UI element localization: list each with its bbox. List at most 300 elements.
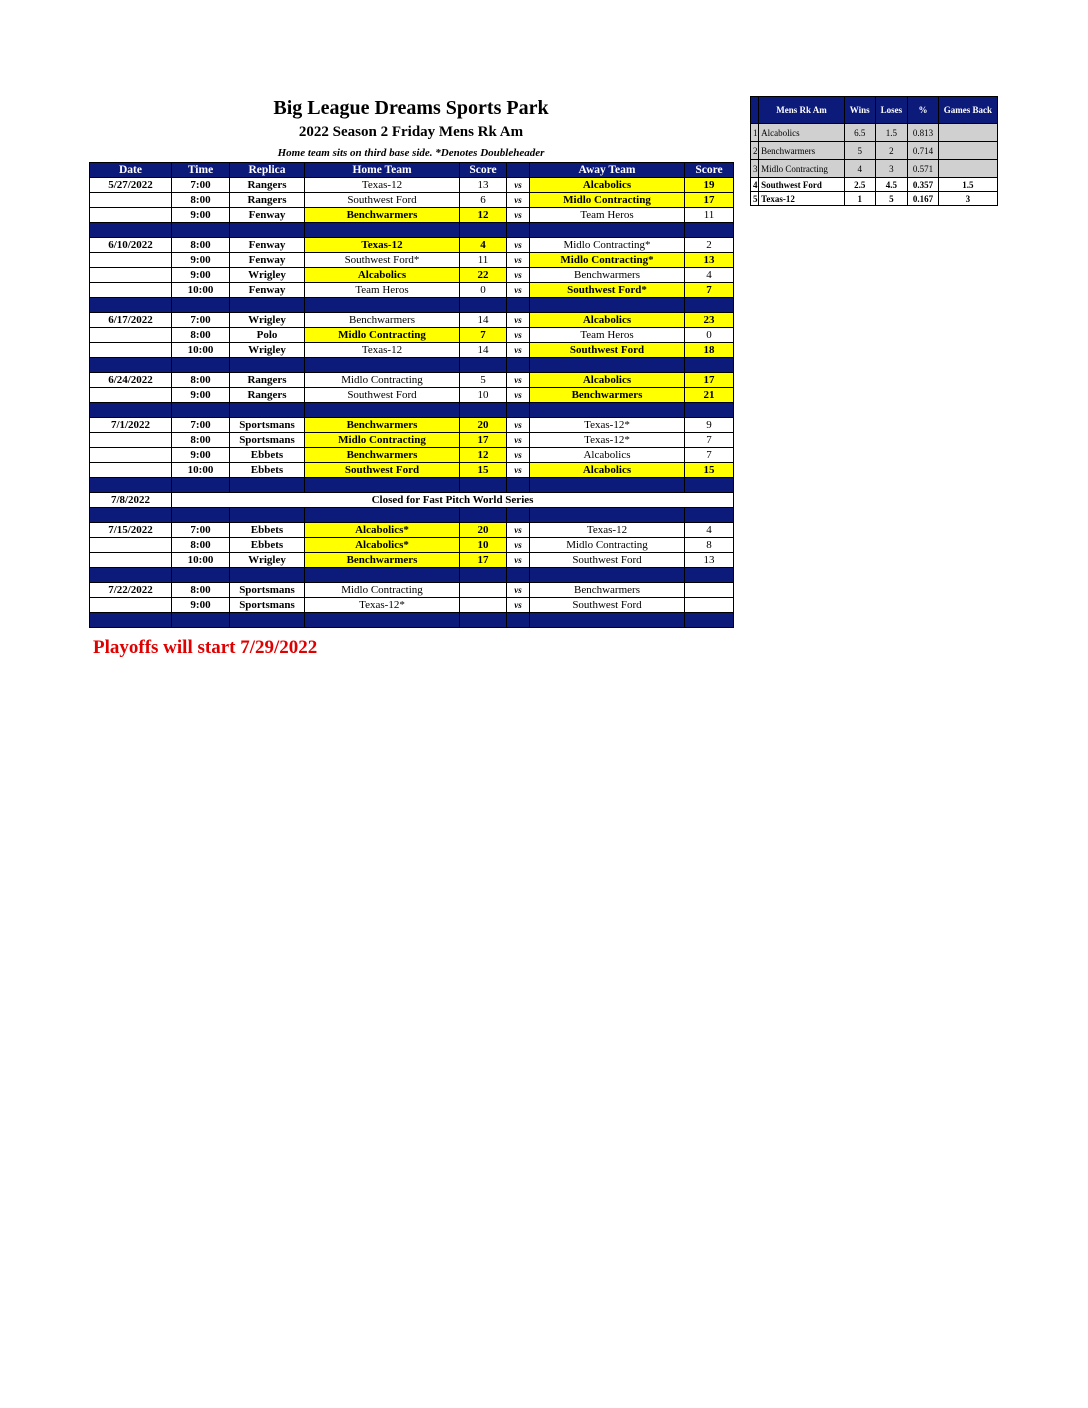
- game-field: Ebbets: [230, 523, 305, 538]
- game-date: [90, 433, 172, 448]
- home-score: 10: [460, 538, 507, 553]
- separator-cell: [90, 223, 172, 238]
- separator-cell: [460, 478, 507, 493]
- separator-row: [90, 613, 734, 628]
- separator-cell: [90, 613, 172, 628]
- separator-cell: [460, 298, 507, 313]
- separator-cell: [90, 478, 172, 493]
- game-time: 9:00: [172, 253, 230, 268]
- separator-cell: [172, 223, 230, 238]
- separator-cell: [685, 403, 734, 418]
- page-title: Big League Dreams Sports Park: [273, 97, 549, 119]
- separator-cell: [507, 478, 530, 493]
- game-row: [90, 328, 734, 343]
- game-date: [90, 388, 172, 403]
- vs-label: vs: [507, 388, 530, 403]
- standings-loses: 5: [875, 192, 908, 206]
- game-row: [90, 313, 734, 328]
- game-time: 8:00: [172, 373, 230, 388]
- separator-cell: [507, 358, 530, 373]
- col-replica: Replica: [230, 163, 305, 178]
- away-score: 0: [685, 328, 734, 343]
- vs-label: vs: [507, 523, 530, 538]
- game-time: 8:00: [172, 538, 230, 553]
- game-field: Rangers: [230, 193, 305, 208]
- separator-row: [90, 403, 734, 418]
- separator-cell: [90, 358, 172, 373]
- standings-pct: 0.813: [908, 124, 939, 142]
- separator-cell: [230, 568, 305, 583]
- vs-label: vs: [507, 448, 530, 463]
- game-time: 10:00: [172, 343, 230, 358]
- separator-row: [90, 223, 734, 238]
- game-row: [90, 433, 734, 448]
- standings-wins: 2.5: [844, 178, 875, 192]
- game-row: [90, 343, 734, 358]
- game-time: 9:00: [172, 208, 230, 223]
- separator-cell: [230, 403, 305, 418]
- game-row: [90, 418, 734, 433]
- home-team: Benchwarmers: [305, 313, 460, 328]
- separator-cell: [172, 298, 230, 313]
- vs-label: vs: [507, 208, 530, 223]
- game-time: 8:00: [172, 583, 230, 598]
- game-field: Sportsmans: [230, 598, 305, 613]
- closed-message: Closed for Fast Pitch World Series: [172, 493, 734, 508]
- standings-col-rank: [751, 97, 759, 124]
- away-team: Alcabolics: [530, 448, 685, 463]
- standings-row: [751, 124, 998, 142]
- standings-loses: 2: [875, 142, 908, 160]
- separator-cell: [460, 358, 507, 373]
- vs-label: vs: [507, 178, 530, 193]
- separator-cell: [460, 613, 507, 628]
- separator-cell: [230, 223, 305, 238]
- home-team: Midlo Contracting: [305, 373, 460, 388]
- vs-label: vs: [507, 268, 530, 283]
- vs-label: vs: [507, 598, 530, 613]
- standings-col-wins: Wins: [844, 97, 875, 124]
- game-date: 7/1/2022: [90, 418, 172, 433]
- home-score: 0: [460, 283, 507, 298]
- home-score: 11: [460, 253, 507, 268]
- game-row: [90, 553, 734, 568]
- separator-cell: [460, 403, 507, 418]
- away-score: 21: [685, 388, 734, 403]
- standings-pct: 0.571: [908, 160, 939, 178]
- col-home-score: Score: [460, 163, 507, 178]
- standings-games-back: 1.5: [938, 178, 997, 192]
- separator-cell: [685, 298, 734, 313]
- home-score: 20: [460, 523, 507, 538]
- col-away-team: Away Team: [530, 163, 685, 178]
- away-score: 19: [685, 178, 734, 193]
- home-team: Southwest Ford: [305, 388, 460, 403]
- game-row: [90, 253, 734, 268]
- game-row: [90, 208, 734, 223]
- game-row: [90, 538, 734, 553]
- home-team: Alcabolics*: [305, 538, 460, 553]
- game-field: Sportsmans: [230, 583, 305, 598]
- game-date: [90, 553, 172, 568]
- home-score: 4: [460, 238, 507, 253]
- separator-cell: [685, 223, 734, 238]
- separator-cell: [172, 568, 230, 583]
- home-team: Texas-12*: [305, 598, 460, 613]
- game-time: 7:00: [172, 523, 230, 538]
- separator-cell: [685, 613, 734, 628]
- standings-team: Midlo Contracting: [759, 160, 845, 178]
- separator-row: [90, 298, 734, 313]
- vs-label: vs: [507, 193, 530, 208]
- game-field: Ebbets: [230, 463, 305, 478]
- home-team: Benchwarmers: [305, 553, 460, 568]
- game-time: 8:00: [172, 193, 230, 208]
- playoffs-note: Playoffs will start 7/29/2022: [93, 637, 318, 658]
- away-team: Benchwarmers: [530, 388, 685, 403]
- vs-label: vs: [507, 253, 530, 268]
- separator-cell: [172, 478, 230, 493]
- separator-cell: [460, 223, 507, 238]
- home-score: 20: [460, 418, 507, 433]
- game-row: [90, 193, 734, 208]
- vs-label: vs: [507, 553, 530, 568]
- game-date: 7/8/2022: [90, 493, 172, 508]
- away-team: Texas-12*: [530, 433, 685, 448]
- game-row: [90, 268, 734, 283]
- game-time: 8:00: [172, 328, 230, 343]
- vs-label: vs: [507, 328, 530, 343]
- home-team: Southwest Ford*: [305, 253, 460, 268]
- closed-row: [90, 493, 734, 508]
- away-team: Texas-12: [530, 523, 685, 538]
- game-date: 6/10/2022: [90, 238, 172, 253]
- game-time: 7:00: [172, 418, 230, 433]
- game-time: 9:00: [172, 388, 230, 403]
- col-away-score: Score: [685, 163, 734, 178]
- game-field: Rangers: [230, 373, 305, 388]
- game-field: Wrigley: [230, 268, 305, 283]
- separator-row: [90, 358, 734, 373]
- away-team: Alcabolics: [530, 313, 685, 328]
- game-time: 10:00: [172, 463, 230, 478]
- separator-cell: [530, 478, 685, 493]
- standings-wins: 4: [844, 160, 875, 178]
- standings-col-loses: Loses: [875, 97, 908, 124]
- separator-cell: [530, 223, 685, 238]
- standings-games-back: [938, 142, 997, 160]
- separator-cell: [230, 508, 305, 523]
- home-score: 13: [460, 178, 507, 193]
- home-score: 17: [460, 553, 507, 568]
- game-field: Polo: [230, 328, 305, 343]
- away-score: 11: [685, 208, 734, 223]
- game-row: [90, 448, 734, 463]
- game-field: Ebbets: [230, 538, 305, 553]
- game-row: [90, 373, 734, 388]
- game-date: 7/22/2022: [90, 583, 172, 598]
- game-row: [90, 598, 734, 613]
- away-score: 18: [685, 343, 734, 358]
- game-time: 10:00: [172, 283, 230, 298]
- standings-rank: 5: [751, 192, 759, 206]
- separator-row: [90, 478, 734, 493]
- standings-rank: 3: [751, 160, 759, 178]
- away-score: 17: [685, 193, 734, 208]
- home-team: Texas-12: [305, 178, 460, 193]
- game-date: [90, 463, 172, 478]
- game-field: Rangers: [230, 388, 305, 403]
- separator-row: [90, 568, 734, 583]
- game-time: 7:00: [172, 313, 230, 328]
- standings-col-games-back: Games Back: [938, 97, 997, 124]
- away-team: Southwest Ford*: [530, 283, 685, 298]
- home-score: 17: [460, 433, 507, 448]
- home-score: 22: [460, 268, 507, 283]
- away-team: Texas-12*: [530, 418, 685, 433]
- standings-games-back: [938, 124, 997, 142]
- home-score: 14: [460, 313, 507, 328]
- separator-cell: [685, 478, 734, 493]
- home-score: 12: [460, 208, 507, 223]
- separator-cell: [305, 613, 460, 628]
- game-date: 6/17/2022: [90, 313, 172, 328]
- standings-wins: 1: [844, 192, 875, 206]
- separator-cell: [530, 568, 685, 583]
- game-date: [90, 193, 172, 208]
- separator-cell: [172, 403, 230, 418]
- away-team: Midlo Contracting*: [530, 253, 685, 268]
- away-team: Midlo Contracting*: [530, 238, 685, 253]
- home-team: Midlo Contracting: [305, 583, 460, 598]
- away-score: 7: [685, 433, 734, 448]
- away-team: Midlo Contracting: [530, 193, 685, 208]
- away-score: 17: [685, 373, 734, 388]
- game-field: Wrigley: [230, 343, 305, 358]
- vs-label: vs: [507, 433, 530, 448]
- separator-cell: [230, 298, 305, 313]
- game-date: [90, 328, 172, 343]
- standings-pct: 0.167: [908, 192, 939, 206]
- away-score: 13: [685, 553, 734, 568]
- vs-label: vs: [507, 418, 530, 433]
- away-score: 9: [685, 418, 734, 433]
- home-team: Team Heros: [305, 283, 460, 298]
- home-score: 6: [460, 193, 507, 208]
- game-row: [90, 283, 734, 298]
- away-team: Benchwarmers: [530, 583, 685, 598]
- game-field: Sportsmans: [230, 433, 305, 448]
- game-date: [90, 538, 172, 553]
- separator-cell: [305, 478, 460, 493]
- game-row: [90, 523, 734, 538]
- separator-cell: [305, 298, 460, 313]
- separator-cell: [530, 298, 685, 313]
- vs-label: vs: [507, 343, 530, 358]
- home-team: Benchwarmers: [305, 418, 460, 433]
- home-score: 14: [460, 343, 507, 358]
- standings-wins: 5: [844, 142, 875, 160]
- game-row: [90, 463, 734, 478]
- standings-row: [751, 192, 998, 206]
- col-date: Date: [90, 163, 172, 178]
- standings-rank: 2: [751, 142, 759, 160]
- separator-cell: [685, 358, 734, 373]
- home-score: 10: [460, 388, 507, 403]
- away-score: 15: [685, 463, 734, 478]
- away-score: 8: [685, 538, 734, 553]
- away-team: Benchwarmers: [530, 268, 685, 283]
- vs-label: vs: [507, 313, 530, 328]
- away-team: Alcabolics: [530, 463, 685, 478]
- schedule-note: Home team sits on third base side. *Denotes Doubleheader: [277, 147, 545, 159]
- away-team: Alcabolics: [530, 178, 685, 193]
- game-date: [90, 253, 172, 268]
- game-time: 8:00: [172, 238, 230, 253]
- game-time: 8:00: [172, 433, 230, 448]
- separator-cell: [230, 613, 305, 628]
- away-score: 2: [685, 238, 734, 253]
- separator-cell: [507, 508, 530, 523]
- game-row: [90, 238, 734, 253]
- game-date: 6/24/2022: [90, 373, 172, 388]
- game-field: Fenway: [230, 208, 305, 223]
- standings-row: [751, 178, 998, 192]
- game-time: 7:00: [172, 178, 230, 193]
- game-date: 7/15/2022: [90, 523, 172, 538]
- away-team: Southwest Ford: [530, 343, 685, 358]
- col-vs: [507, 163, 530, 178]
- schedule-header-row: [90, 163, 734, 178]
- home-score: 5: [460, 373, 507, 388]
- game-field: Fenway: [230, 283, 305, 298]
- separator-cell: [530, 613, 685, 628]
- game-date: [90, 343, 172, 358]
- separator-cell: [507, 223, 530, 238]
- standings-loses: 3: [875, 160, 908, 178]
- game-field: Rangers: [230, 178, 305, 193]
- separator-cell: [460, 508, 507, 523]
- home-team: Southwest Ford: [305, 463, 460, 478]
- game-time: 10:00: [172, 553, 230, 568]
- game-date: [90, 283, 172, 298]
- game-field: Fenway: [230, 253, 305, 268]
- standings-loses: 1.5: [875, 124, 908, 142]
- game-time: 9:00: [172, 268, 230, 283]
- home-score: 12: [460, 448, 507, 463]
- separator-cell: [90, 298, 172, 313]
- standings-team: Benchwarmers: [759, 142, 845, 160]
- separator-row: [90, 508, 734, 523]
- home-team: Midlo Contracting: [305, 328, 460, 343]
- separator-cell: [507, 298, 530, 313]
- standings-team: Texas-12: [759, 192, 845, 206]
- home-team: Texas-12: [305, 343, 460, 358]
- separator-cell: [172, 613, 230, 628]
- away-score: [685, 583, 734, 598]
- home-team: Southwest Ford: [305, 193, 460, 208]
- separator-cell: [530, 358, 685, 373]
- game-field: Ebbets: [230, 448, 305, 463]
- away-score: [685, 598, 734, 613]
- vs-label: vs: [507, 238, 530, 253]
- separator-cell: [90, 508, 172, 523]
- home-team: Alcabolics: [305, 268, 460, 283]
- away-team: Alcabolics: [530, 373, 685, 388]
- standings-table: [750, 96, 998, 206]
- game-date: 5/27/2022: [90, 178, 172, 193]
- col-home-team: Home Team: [305, 163, 460, 178]
- home-team: Texas-12: [305, 238, 460, 253]
- away-score: 13: [685, 253, 734, 268]
- page-subtitle: 2022 Season 2 Friday Mens Rk Am: [298, 124, 524, 140]
- standings-row: [751, 160, 998, 178]
- vs-label: vs: [507, 583, 530, 598]
- separator-cell: [305, 508, 460, 523]
- away-team: Southwest Ford: [530, 553, 685, 568]
- game-row: [90, 178, 734, 193]
- home-score: [460, 598, 507, 613]
- home-team: Benchwarmers: [305, 208, 460, 223]
- game-field: Wrigley: [230, 313, 305, 328]
- game-field: Sportsmans: [230, 418, 305, 433]
- vs-label: vs: [507, 373, 530, 388]
- standings-games-back: 3: [938, 192, 997, 206]
- standings-loses: 4.5: [875, 178, 908, 192]
- away-team: Team Heros: [530, 208, 685, 223]
- game-field: Wrigley: [230, 553, 305, 568]
- separator-cell: [530, 508, 685, 523]
- standings-rank: 1: [751, 124, 759, 142]
- home-score: [460, 583, 507, 598]
- away-team: Southwest Ford: [530, 598, 685, 613]
- standings-rank: 4: [751, 178, 759, 192]
- separator-cell: [530, 403, 685, 418]
- separator-cell: [305, 568, 460, 583]
- game-time: 9:00: [172, 448, 230, 463]
- standings-pct: 0.357: [908, 178, 939, 192]
- separator-cell: [90, 403, 172, 418]
- away-score: 7: [685, 283, 734, 298]
- game-date: [90, 598, 172, 613]
- game-date: [90, 268, 172, 283]
- game-date: [90, 448, 172, 463]
- standings-col-team: Mens Rk Am: [759, 97, 845, 124]
- separator-cell: [460, 568, 507, 583]
- standings-wins: 6.5: [844, 124, 875, 142]
- vs-label: vs: [507, 538, 530, 553]
- standings-header-row: [751, 97, 998, 124]
- separator-cell: [230, 358, 305, 373]
- game-date: [90, 208, 172, 223]
- standings-team: Alcabolics: [759, 124, 845, 142]
- separator-cell: [507, 613, 530, 628]
- away-score: 23: [685, 313, 734, 328]
- vs-label: vs: [507, 463, 530, 478]
- separator-cell: [685, 568, 734, 583]
- separator-cell: [90, 568, 172, 583]
- away-score: 4: [685, 523, 734, 538]
- standings-row: [751, 142, 998, 160]
- away-score: 7: [685, 448, 734, 463]
- col-time: Time: [172, 163, 230, 178]
- separator-cell: [507, 403, 530, 418]
- standings-games-back: [938, 160, 997, 178]
- home-score: 7: [460, 328, 507, 343]
- home-score: 15: [460, 463, 507, 478]
- separator-cell: [305, 358, 460, 373]
- game-row: [90, 583, 734, 598]
